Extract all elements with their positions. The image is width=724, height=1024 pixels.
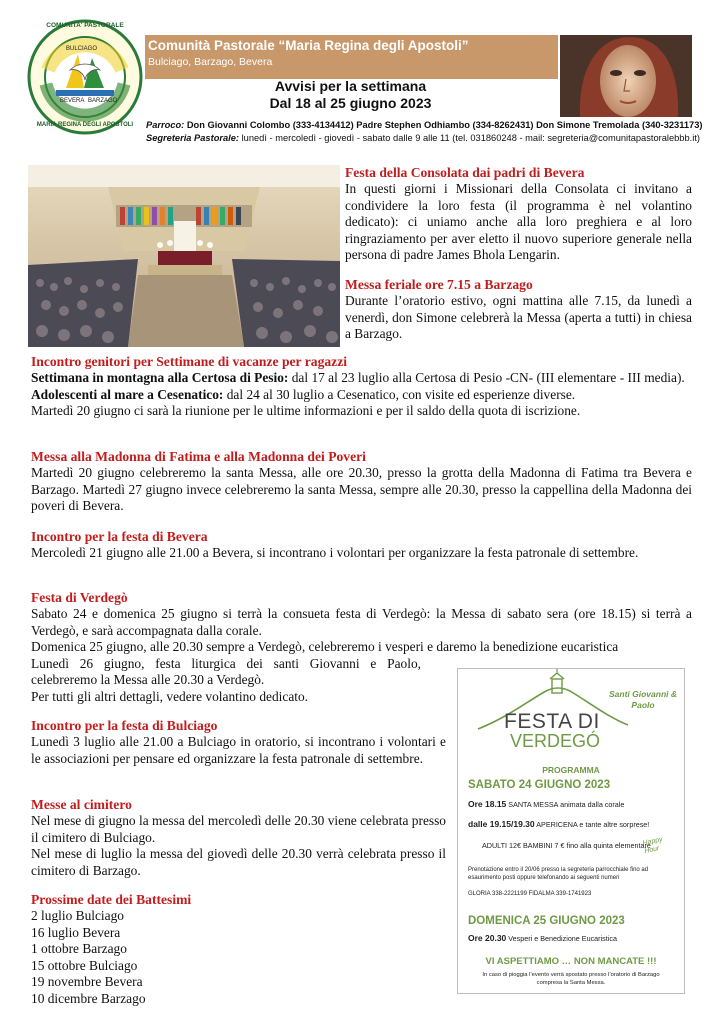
text-cimitero-1: Nel mese di giugno la messa del mercoledì delle 20.30 viene celebrata presso il cimitero di Bulciago. [31,813,446,845]
heading-battesimi: Prossime date dei Battesimi [31,892,192,907]
section-fatima [31,448,692,515]
label-montagna: Settimana in montagna alla Certosa di Pesio: [31,370,289,385]
flyer-prenotazione-2: esaurimento posti oppure telefonando ai seguenti numeri [468,875,620,881]
weekly-notices-title [148,78,553,112]
flyer-messa-text: SANTA MESSA animata dalla corale [506,800,625,809]
logo-text-bottom: MARIA REGINA DEGLI APOSTOLI [36,122,134,128]
flyer-domenica: DOMENICA 25 GIUGNO 2023 [468,915,625,927]
text-festa-bulciago: Lunedì 3 luglio alle 21.00 a Bulciago in oratorio, si incontrano i volontari e le associazioni per pensare ed organizzare la festa patronale di settembre. [31,734,446,766]
flyer-rain-note-2: compresa la Santa Messa. [536,980,606,986]
battesimo-date-5: 19 novembre Bevera [31,974,143,990]
section-festa-bulciago [31,717,446,767]
parroco-line [146,119,703,132]
logo-town-bevera: BEVERA [60,98,85,104]
detail-montagna: dal 17 al 23 luglio alla Certosa di Pesio -CN- (III elementare - III media). [288,370,685,385]
battesimo-date-1: 2 luglio Bulciago [31,908,124,923]
flyer-vesperi-line [468,933,617,943]
flyer-prenotazione-1: Prenotazione entro il 20/06 presso la segreteria parrocchiale fino ad [468,867,649,873]
logo-town-bulciago: BULCIAGO [66,46,98,52]
section-messe-cimitero [31,796,446,879]
flyer-prices: ADULTI 12€ BAMBINI 7 € fino alla quinta elementare [482,841,651,850]
detail-cesenatico: dal 24 al 30 luglio a Cesenatico, con visite ed esperienze diverse. [223,386,576,402]
battesimo-date-4: 15 ottobre Bulciago [31,957,138,973]
text-festa-bevera: Mercoledì 21 giugno alle 21.00 a Bevera, si incontrano i volontari per organizzare la festa patronale di settembre. [31,545,639,560]
flyer-rain-note-1: In caso di pioggia l’evento verrà spostato presso l’oratorio di Barzago [482,972,660,978]
section-battesimi [31,891,446,1008]
segreteria-text: lunedì - mercoledì - giovedì - sabato dalle 9 alle 11 (tel. 031860248 - mail: segreteria@comunitapastoralebbb.it) [241,133,700,143]
text-riunione: Martedì 20 giugno ci sarà la riunione per le ultime informazioni e per il saldo della quota di iscrizione. [31,403,581,419]
text-messa-feriale: Durante l’oratorio estivo, ogni mattina alle 7.15, da lunedì a venerdì, don Simone celebrerà la Messa (aperta a tutti) in chiesa a Barzago. [345,293,692,342]
avvisi-line2: Dal 18 al 25 giugno 2023 [269,95,432,111]
madonna-portrait [560,35,692,117]
text-consolata: In questi giorni i Missionari della Consolata ci invitano a condividere la loro festa (il programma è nel volantino dedicato): ci uniamo anche alla loro preghiera e al loro ringraziamento per aver eletto il nuovo superiore generale nella persona di padre James Bhola Lengarin. [345,181,692,263]
battesimo-date-2: 16 luglio Bevera [31,924,121,940]
section-messa-feriale [345,276,692,343]
flyer-messa-time: Ore 18.15 [468,799,507,809]
heading-festa-bevera: Incontro per la festa di Bevera [31,529,208,544]
logo-text-top: COMUNITA' PASTORALE [46,22,124,29]
segreteria-label: Segreteria Pastorale: [146,133,240,143]
flyer-programma: PROGRAMMA [542,765,600,775]
flyer-happy-hour: Happy Hour [642,836,664,856]
heading-festa-verdego: Festa di Verdegò [31,590,128,605]
verdego-festival-flyer [457,668,685,994]
avvisi-line1: Avvisi per la settimana [274,78,427,94]
flyer-vesperi-text: Vesperi e Benedizione Eucaristica [506,934,617,943]
heading-messa-feriale: Messa feriale ore 7.15 a Barzago [345,277,533,292]
church-celebration-photo [28,165,340,347]
flyer-title-festa: FESTA DI [504,710,600,733]
flyer-vesperi-time: Ore 20.30 [468,933,507,943]
battesimo-date-3: 1 ottobre Barzago [31,941,127,957]
section-incontro-genitori [31,353,692,420]
section-consolata [345,164,692,264]
heading-festa-bulciago: Incontro per la festa di Bulciago [31,718,218,733]
text-verdego-3: Lunedì 26 giugno, festa liturgica dei santi Giovanni e Paolo, celebreremo la Messa alle 20.30 a Verdegò. [31,655,421,688]
flyer-apericena-text: APERICENA e tante altre sorprese! [534,820,650,829]
label-cesenatico: Adolescenti al mare a Cesenatico: [31,386,224,402]
text-cesenatico [31,387,692,404]
flyer-rain-note [466,971,676,987]
logo-town-barzago: BARZAGO [88,98,118,104]
text-cimitero-2: Nel mese di luglio la messa del giovedì delle 20.30 verrà celebrata presso il cimitero di Barzago. [31,846,446,878]
heading-incontro-genitori: Incontro genitori per Settimane di vacanze per ragazzi [31,354,348,369]
heading-consolata: Festa della Consolata dai padri di Bevera [345,165,585,180]
text-verdego-1: Sabato 24 e domenica 25 giugno si terrà la consueta festa di Verdegò: la Messa di sabato sera (ore 18.15) si terrà a Verdegò, e sarà accompagnata dalla corale. [31,606,692,638]
community-title: Comunità Pastorale “Maria Regina degli Apostoli” [148,38,469,53]
text-verdego-4: Per tutti gli altri dettagli, vedere volantino dedicato. [31,688,309,704]
community-logo [26,18,144,136]
contact-info [146,119,703,145]
text-montagna [31,370,692,387]
flyer-apericena-time: dalle 19.15/19.30 [468,819,535,829]
flyer-apericena-line [468,819,649,829]
segreteria-line [146,132,700,145]
flyer-contacts: GLORIA 338-2221199 FIDALMA 339-1741923 [468,891,592,897]
battesimo-date-6: 10 dicembre Barzago [31,990,146,1006]
flyer-saints: Santi Giovanni & Paolo [608,689,677,710]
text-verdego-2: Domenica 25 giugno, alle 20.30 sempre a Verdegò, celebreremo i vesperi e daremo la benedizione eucaristica [31,639,619,655]
community-subtitle: Bulciago, Barzago, Bevera [148,56,273,68]
flyer-title-verdego: VERDEGÓ [510,731,601,751]
section-festa-bevera [31,528,692,562]
heading-fatima: Messa alla Madonna di Fatima e alla Madonna dei Poveri [31,449,366,464]
parroco-text: Don Giovanni Colombo (333-4134412) Padre Stephen Odhiambo (334-8262431) Don Simone Tremolada (340-3231173) [186,120,703,130]
flyer-messa-line [468,799,624,809]
flyer-vi-aspettiamo: VI ASPETTIAMO … NON MANCATE !!! [485,956,657,967]
text-fatima: Martedì 20 giugno celebreremo la santa Messa, alle ore 20.30, presso la grotta della Madonna di Fatima tra Bevera e Barzago. Martedì 27 giugno invece celebreremo la santa Messa, sempre alle 20.30, presso la cappellina della Madonna dei poveri di Bevera. [31,465,692,514]
flyer-sabato: SABATO 24 GIUGNO 2023 [468,779,611,791]
heading-messe-cimitero: Messe al cimitero [31,797,132,812]
parroco-label: Parroco: [146,120,185,130]
